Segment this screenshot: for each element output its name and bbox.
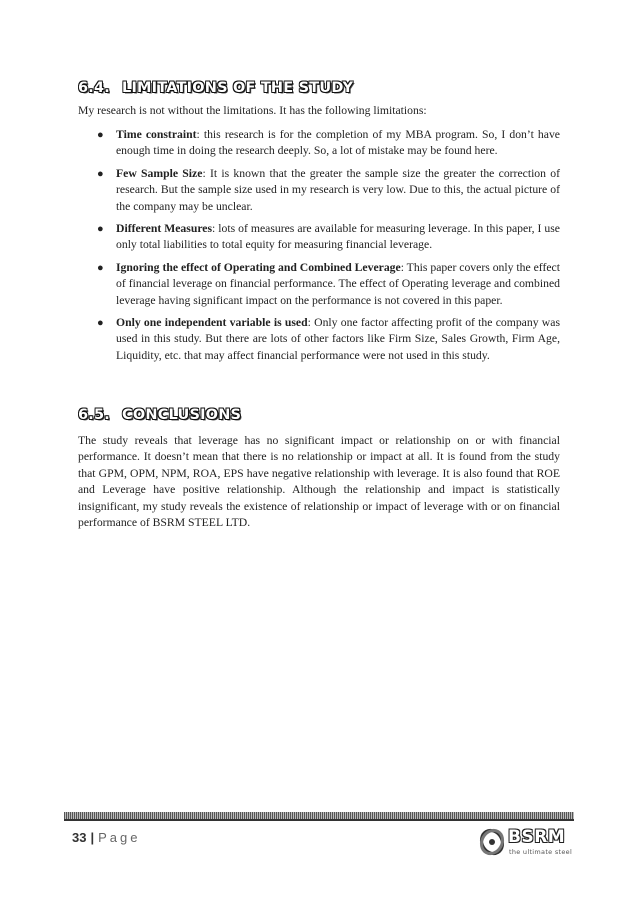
bullet-icon: ● (97, 167, 104, 180)
section-heading-conclusions (78, 407, 241, 423)
page-word: Page (98, 830, 141, 845)
item-text: : lots of measures are available for measuring leverage. In this paper, I use only total liabilities to total equity for measuring financial leverage. (116, 222, 560, 252)
item-term: Time constraint (116, 128, 197, 141)
bullet-icon: ● (97, 223, 104, 236)
list-item (78, 127, 560, 160)
section-title: LIMITATIONS OF THE STUDY (122, 80, 354, 96)
section-number: 6.5. (78, 407, 110, 423)
page-number: 33 (72, 830, 87, 845)
section-heading-limitations (78, 80, 353, 96)
item-term: Ignoring the effect of Operating and Combined Leverage (116, 260, 401, 274)
section-title: CONCLUSIONS (122, 407, 242, 423)
list-item (78, 315, 560, 364)
bullet-icon: ● (97, 129, 104, 141)
list-item (78, 221, 560, 254)
page-separator: | (90, 830, 95, 845)
item-text: : This paper covers only the effect of financial leverage on financial performance. The effect of Operating leverage and combined leverage having significant impact on the performance is not covered in this paper. (116, 260, 560, 307)
logo-name: BSRM (508, 827, 566, 847)
item-term: Different Measures (116, 222, 213, 236)
item-term: Only one independent variable is used (116, 316, 308, 330)
list-item (78, 166, 560, 215)
limitations-intro: My research is not without the limitations. It has the following limitations: (78, 104, 427, 117)
item-text: : Only one factor affecting profit of the company was used in this study. But there are lots of other factors like Firm Size, Sales Growth, Firm Age, Liquidity, etc. that may affect financial performance were not used in this study. (116, 316, 560, 362)
bullet-icon: ● (97, 261, 104, 274)
section-number: 6.4. (78, 80, 110, 96)
item-text: : this research is for the completion of my MBA program. So, I don’t have enough time in doing the research deeply. So, a lot of mistake may be found here. (116, 128, 560, 158)
item-term: Few Sample Size (116, 166, 203, 180)
logo-tagline: the ultimate steel (509, 848, 573, 856)
bullet-icon: ● (97, 317, 104, 330)
list-item (78, 260, 560, 309)
limitations-list (78, 127, 560, 370)
conclusions-text: The study reveals that leverage has no significant impact or relationship on or with financial performance. It doesn’t mean that there is no relationship or impact at all. It is found from the study that GPM, OPM, NPM, ROA, EPS have negative relationship with leverage. It is also found that ROE and Leverage have positive relationship. Although the relationship and impact is statistically insignificant, my study reveals the existence of relationship or impact of leverage with or on financial performance of BSRM STEEL LTD. (78, 434, 560, 530)
page-number-label (72, 830, 140, 845)
item-text: : It is known that the greater the sample size the greater the correction of research. But the sample size used in my research is very low. Due to this, the actual picture of the company may be unclear. (116, 166, 560, 213)
footer-divider (64, 812, 574, 819)
